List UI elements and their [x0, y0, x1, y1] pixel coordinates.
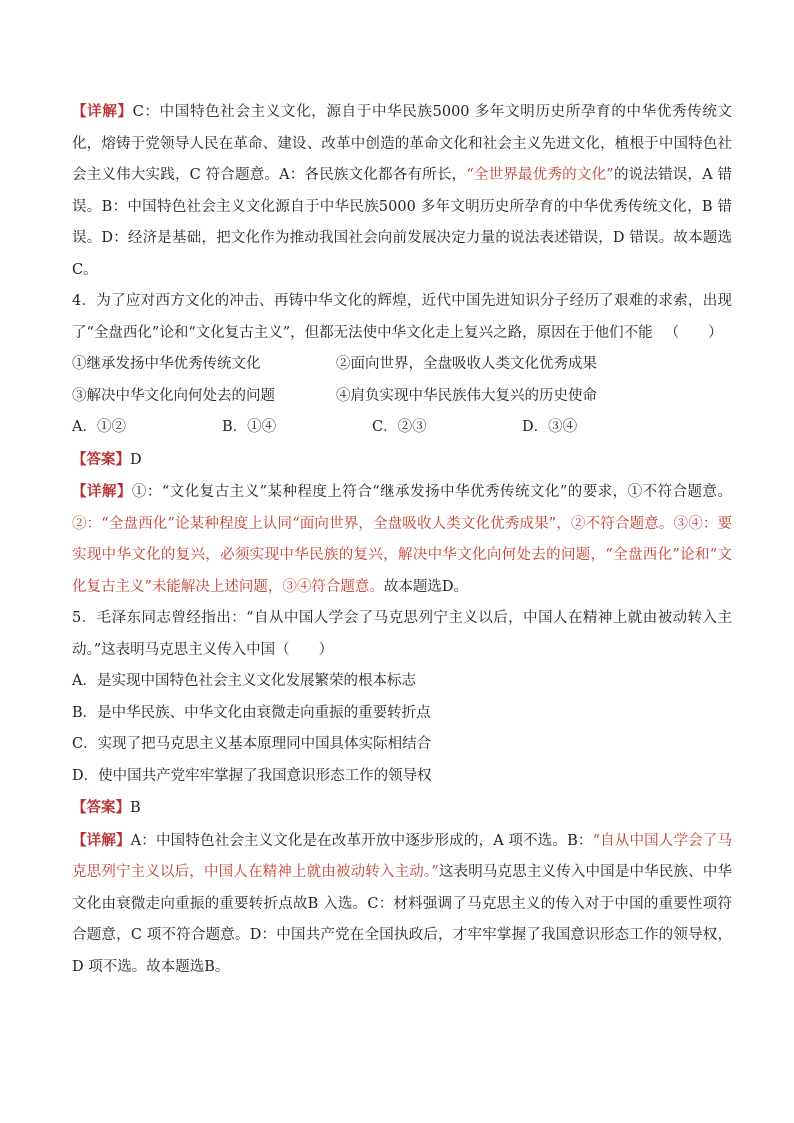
document-page	[72, 96, 732, 983]
q4-option-b: B．①④	[222, 419, 277, 435]
q5-option-d: D．使中国共产党牢牢掌握了我国意识形态工作的领导权	[72, 767, 432, 784]
q4-item-3: ③解决中华文化向何处去的问题	[72, 387, 275, 404]
q4-stem-text: 4．为了应对西方文化的冲击、再铸中华文化的辉煌，近代中国先进知识分子经历了艰难的求索，出现了“全盘西化”论和“文化复古主义”，但都无法使中华文化走上复兴之路，原因在于他们不能	[72, 293, 732, 341]
detail-tag: 【详解】	[72, 103, 133, 120]
q5-detail	[72, 825, 732, 984]
q4-stem	[72, 286, 732, 349]
q4-item-4: ④肩负实现中华民族伟大复兴的历史使命	[336, 387, 597, 404]
q3-detail-text: C：中国特色社会主义文化，源自于中华民族5000 多年文明历史所孕育的中华优秀传统文化，熔铸于党领导人民在革命、建设、改革中创造的革命文化和社会主义先进文化，植根于中国特色社会主义伟大实践，C 符合题意。A：各民族文化都各有所长，	[72, 104, 732, 183]
q4-item-2: ②面向世界，全盘吸收人类文化优秀成果	[336, 356, 597, 372]
q4-item-1: ①继承发扬中华优秀传统文化	[72, 356, 261, 372]
q4-answer	[72, 444, 732, 477]
q4-detail-text: ①：“文化复古主义”某种程度上符合“继承发扬中华优秀传统文化”的要求，①不符合题意。	[131, 484, 733, 500]
q5-option-b: B．是中华民族、中华文化由衰微走向重振的重要转折点	[72, 704, 431, 721]
q3-detail-text-2: 的说法错误，A 错误。B：中国特色社会主义文化源自于中华民族5000 多年文明历史所孕育的中华优秀传统文化，B 错误。D：经济是基础，把文化作为推动我国社会向前发展决定力量的说法表述错误，D 错误。故本题选C。	[72, 167, 732, 278]
q4-detail-text-2: 故本题选D。	[383, 578, 469, 595]
q5-stem-text: 5．毛泽东同志曾经指出：“自从中国人学会了马克思列宁主义以后，中国人在精神上就由被动转入主动。”这表明马克思主义传入中国（ ）	[72, 610, 732, 658]
q4-options-row	[72, 412, 732, 444]
q4-option-c: C．②③	[372, 419, 427, 435]
q5-detail-text-2: 这表明马克思主义传入中国是中华民族、中华文化由衰微走向重振的重要转折点故B 入选。C：材料强调了马克思主义的传入对于中国的重要性项符合题意，C 项不符合题意。D：中国共产党在全国执政后，才牢牢掌握了我国意识形态工作的领导权，D 项不选。故本题选B。	[72, 864, 732, 975]
q5-answer-value: B	[130, 800, 141, 816]
q4-option-d: D．③④	[522, 419, 578, 435]
q5-option-c: C．实现了把马克思主义基本原理同中国具体实际相结合	[72, 736, 432, 752]
q4-detail	[72, 476, 732, 603]
q5-answer	[72, 792, 732, 825]
q5-option-a: A．是实现中国特色社会主义文化发展繁荣的根本标志	[72, 673, 416, 689]
q5-detail-text: A：中国特色社会主义文化是在改革开放中逐步形成的，A 项不选。B：	[130, 832, 593, 849]
q3-detail	[72, 96, 732, 286]
q4-items-row-1	[72, 349, 732, 381]
q4-answer-blank: （ ）	[664, 324, 723, 341]
q4-option-a: A．①②	[72, 419, 126, 435]
detail-tag: 【详解】	[72, 831, 131, 849]
detail-tag: 【详解】	[72, 483, 132, 500]
answer-tag: 【答案】	[72, 799, 130, 816]
q5-stem	[72, 603, 732, 666]
q4-detail-highlight: ②：“全盘西化”论某种程度上认同“面向世界，全盘吸收人类文化优秀成果”，②不符合题意。③④：要实现中华文化的复兴，必须实现中华民族的复兴，解决中华文化向何处去的问题，“全盘西化”论和“文化复古主义”未能解决上述问题，③④符合题意。	[72, 515, 732, 595]
q4-items-row-2	[72, 381, 732, 413]
q5-detail-highlight: “自从中国人学会了马克思列宁主义以后，中国人在精神上就由被动转入主动。”	[72, 832, 732, 880]
q3-detail-highlight: “全世界最优秀的文化”	[466, 167, 614, 183]
q4-answer-value: D	[130, 451, 142, 468]
answer-tag: 【答案】	[72, 450, 130, 468]
